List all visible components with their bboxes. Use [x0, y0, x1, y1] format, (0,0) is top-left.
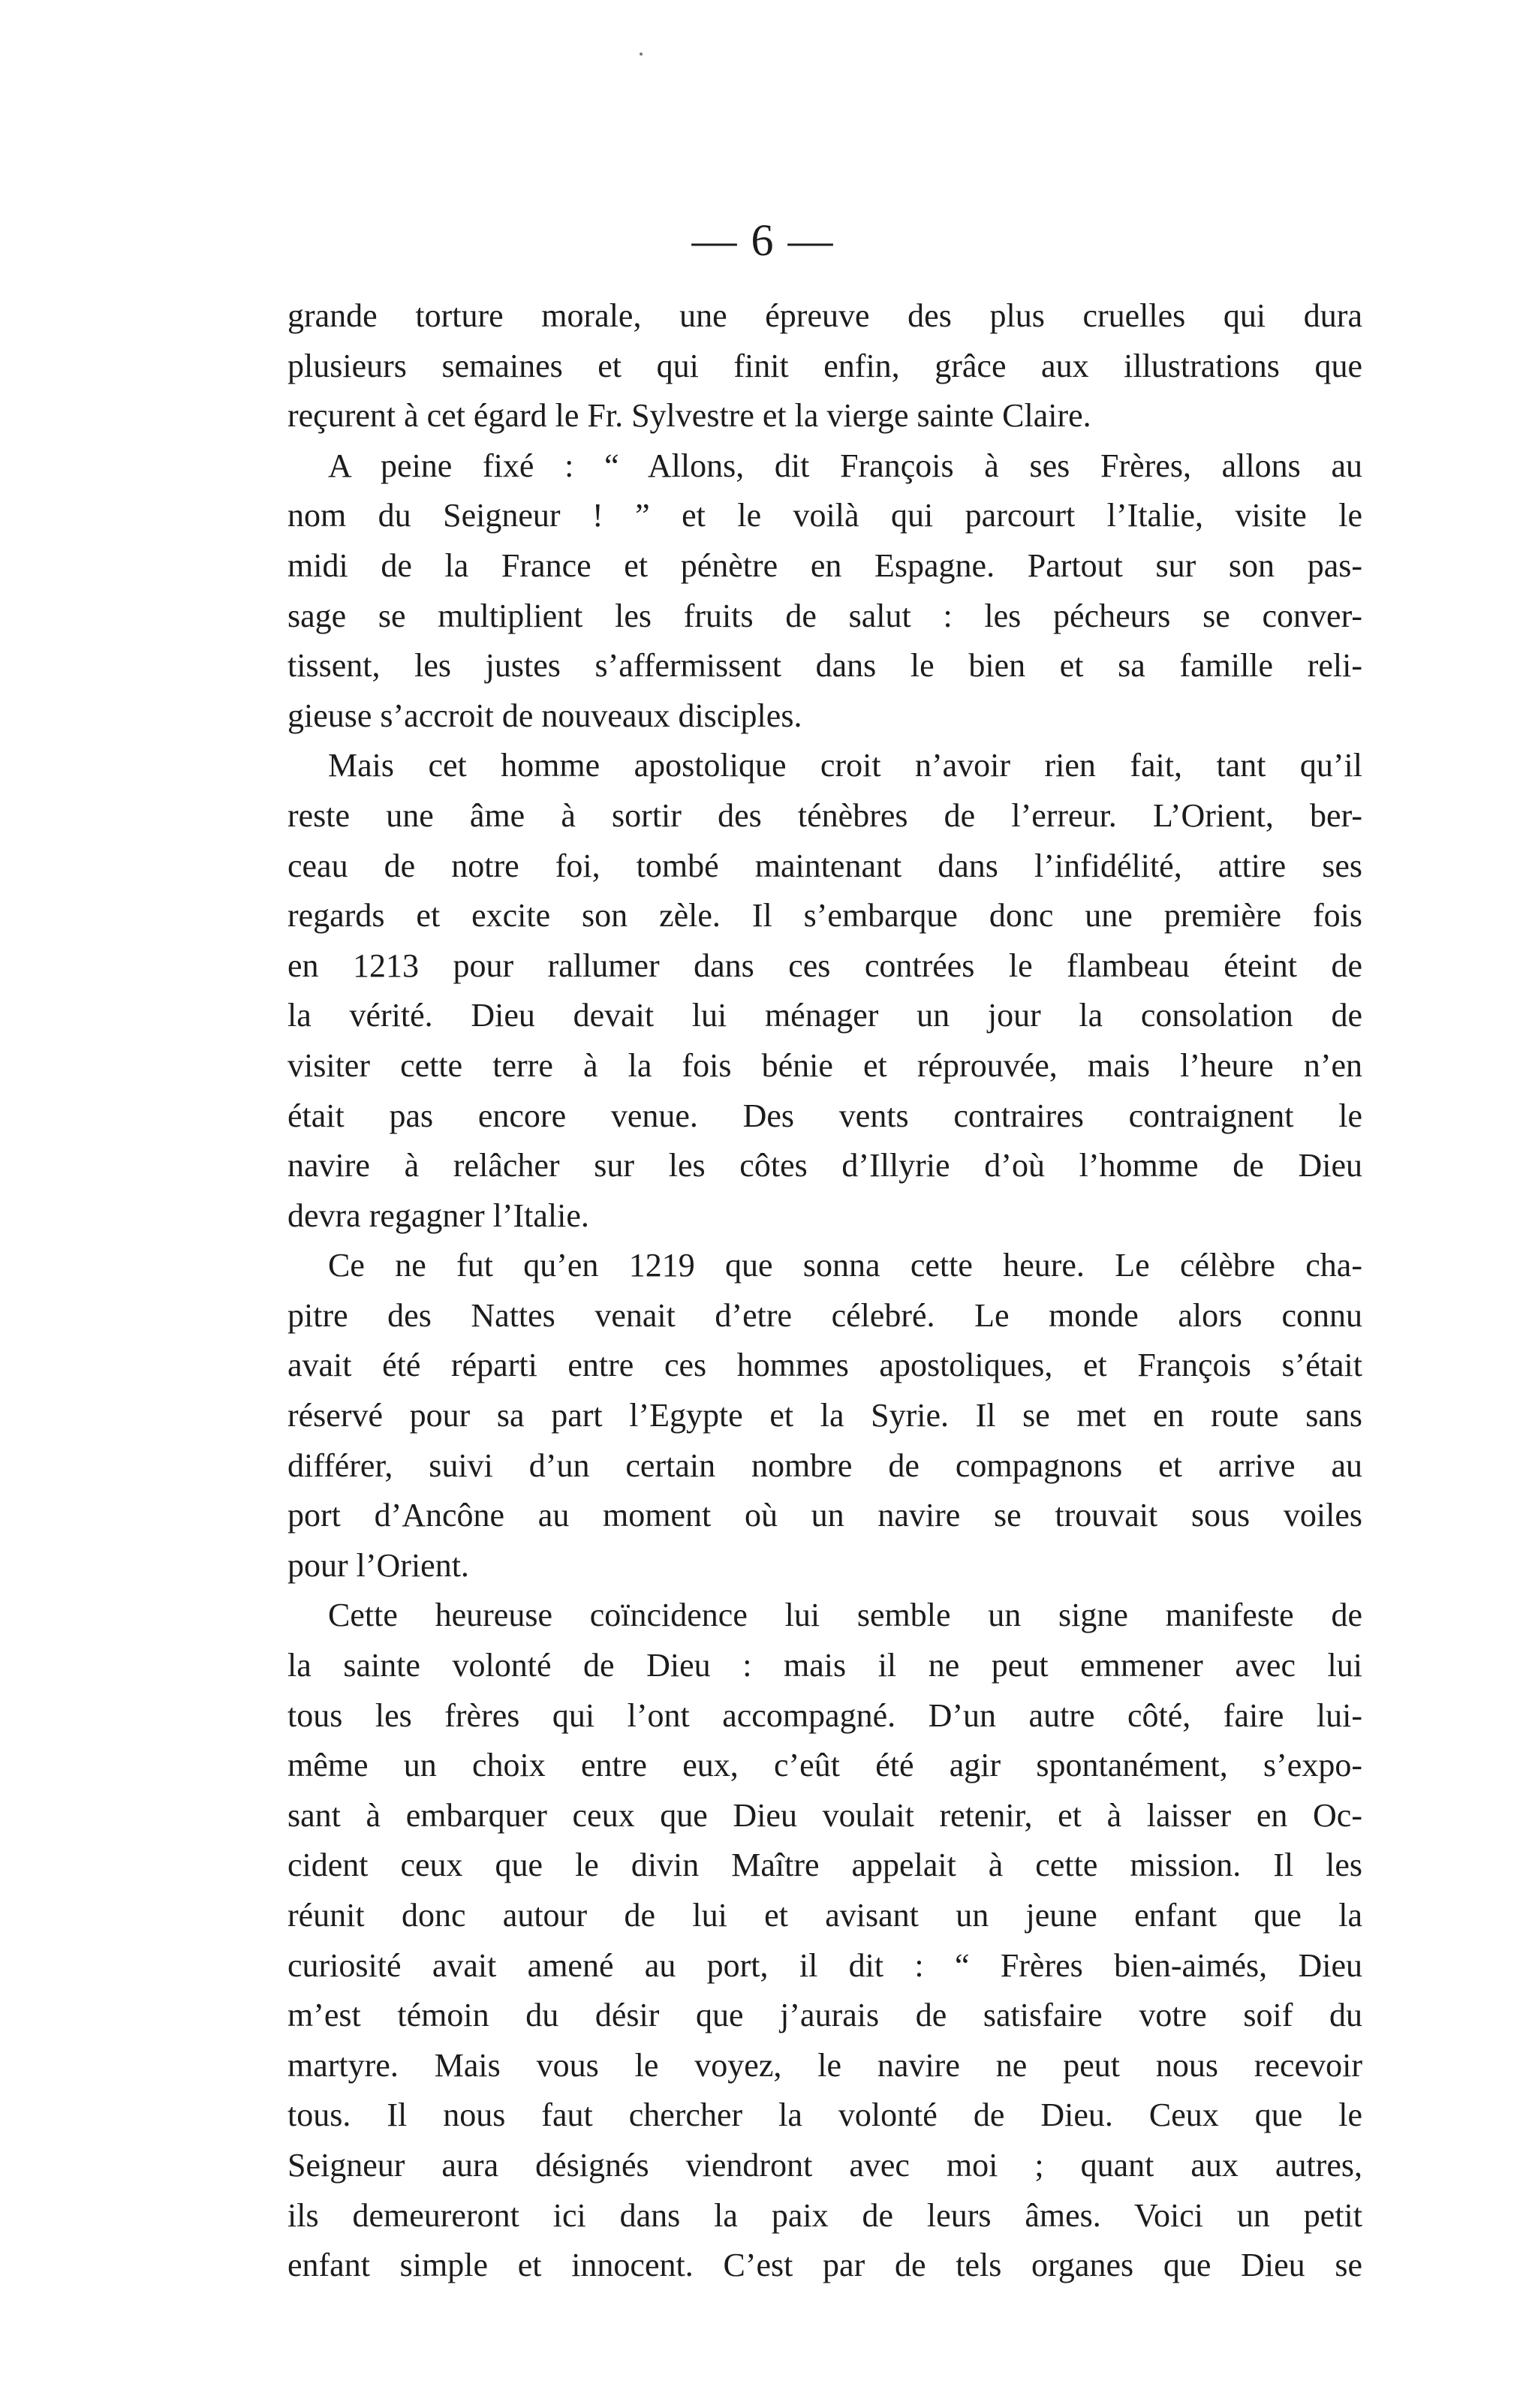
- body-text: [287, 291, 1362, 2291]
- text-line: sant à embarquer ceux que Dieu voulait retenir, et à laisser en Oc-: [287, 1796, 1362, 1834]
- text-line: nom du Seigneur ! ” et le voilà qui parcourt l’Italie, visite le: [287, 497, 1362, 534]
- text-line: plusieurs semaines et qui finit enfin, grâce aux illustrations que: [287, 347, 1362, 384]
- text-line: sage se multiplient les fruits de salut : les pécheurs se conver-: [287, 597, 1362, 634]
- text-line: Mais cet homme apostolique croit n’avoir rien fait, tant qu’il: [328, 747, 1362, 784]
- paragraph: [287, 1241, 1362, 1591]
- text-line: réservé pour sa part l’Egypte et la Syrie. Il se met en route sans: [287, 1397, 1362, 1434]
- text-line: cident ceux que le divin Maître appelait à cette mission. Il les: [287, 1847, 1362, 1884]
- text-line: reçurent à cet égard le Fr. Sylvestre et la vierge sainte Claire.: [287, 397, 1091, 435]
- text-line: réunit donc autour de lui et avisant un jeune enfant que la: [287, 1897, 1362, 1934]
- paragraph: [287, 1591, 1362, 2290]
- page-number: — 6 —: [691, 215, 835, 265]
- text-line: en 1213 pour rallumer dans ces contrées le flambeau éteint de: [287, 947, 1362, 984]
- text-line: pitre des Nattes venait d’etre célebré. Le monde alors connu: [287, 1296, 1362, 1334]
- text-line: même un choix entre eux, c’eût été agir spontanément, s’expo-: [287, 1747, 1362, 1784]
- paragraph: [287, 441, 1362, 742]
- text-line: port d’Ancône au moment où un navire se trouvait sous voiles: [287, 1497, 1362, 1534]
- text-line: pour l’Orient.: [287, 1546, 469, 1584]
- paragraph: [287, 291, 1362, 441]
- text-line: ceau de notre foi, tombé maintenant dans l’infidélité, attire ses: [287, 847, 1362, 884]
- paper-speck: [640, 53, 643, 56]
- text-line: visiter cette terre à la fois bénie et réprouvée, mais l’heure n’en: [287, 1046, 1362, 1084]
- text-line: Ce ne fut qu’en 1219 que sonna cette heure. Le célèbre cha-: [328, 1247, 1362, 1284]
- text-line: midi de la France et pénètre en Espagne. Partout sur son pas-: [287, 546, 1362, 584]
- text-line: reste une âme à sortir des ténèbres de l’erreur. L’Orient, ber-: [287, 796, 1362, 834]
- text-line: gieuse s’accroit de nouveaux disciples.: [287, 697, 802, 734]
- text-line: Seigneur aura désignés viendront avec moi ; quant aux autres,: [287, 2146, 1362, 2184]
- text-line: A peine fixé : “ Allons, dit François à ses Frères, allons au: [328, 447, 1362, 484]
- text-line: tous les frères qui l’ont accompagné. D’un autre côté, faire lui-: [287, 1696, 1362, 1734]
- text-line: était pas encore venue. Des vents contraires contraignent le: [287, 1097, 1362, 1134]
- text-line: tissent, les justes s’affermissent dans le bien et sa famille reli-: [287, 647, 1362, 685]
- text-line: avait été réparti entre ces hommes apostoliques, et François s’était: [287, 1347, 1362, 1384]
- paragraph: [287, 741, 1362, 1241]
- text-line: martyre. Mais vous le voyez, le navire ne peut nous recevoir: [287, 2046, 1362, 2084]
- text-line: m’est témoin du désir que j’aurais de satisfaire votre soif du: [287, 1997, 1362, 2034]
- text-line: navire à relâcher sur les côtes d’Illyrie d’où l’homme de Dieu: [287, 1147, 1362, 1184]
- text-line: Cette heureuse coïncidence lui semble un signe manifeste de: [328, 1597, 1362, 1634]
- text-line: devra regagner l’Italie.: [287, 1196, 589, 1234]
- text-line: curiosité avait amené au port, il dit : “ Frères bien-aimés, Dieu: [287, 1946, 1362, 1984]
- text-line: enfant simple et innocent. C’est par de tels organes que Dieu se: [287, 2247, 1362, 2284]
- text-line: grande torture morale, une épreuve des plus cruelles qui dura: [287, 297, 1362, 334]
- text-line: la vérité. Dieu devait lui ménager un jour la consolation de: [287, 997, 1362, 1034]
- text-line: la sainte volonté de Dieu : mais il ne peut emmener avec lui: [287, 1647, 1362, 1684]
- text-line: tous. Il nous faut chercher la volonté de Dieu. Ceux que le: [287, 2096, 1362, 2134]
- text-line: regards et excite son zèle. Il s’embarque donc une première fois: [287, 897, 1362, 935]
- text-line: différer, suivi d’un certain nombre de compagnons et arrive au: [287, 1446, 1362, 1484]
- text-line: ils demeureront ici dans la paix de leurs âmes. Voici un petit: [287, 2196, 1362, 2234]
